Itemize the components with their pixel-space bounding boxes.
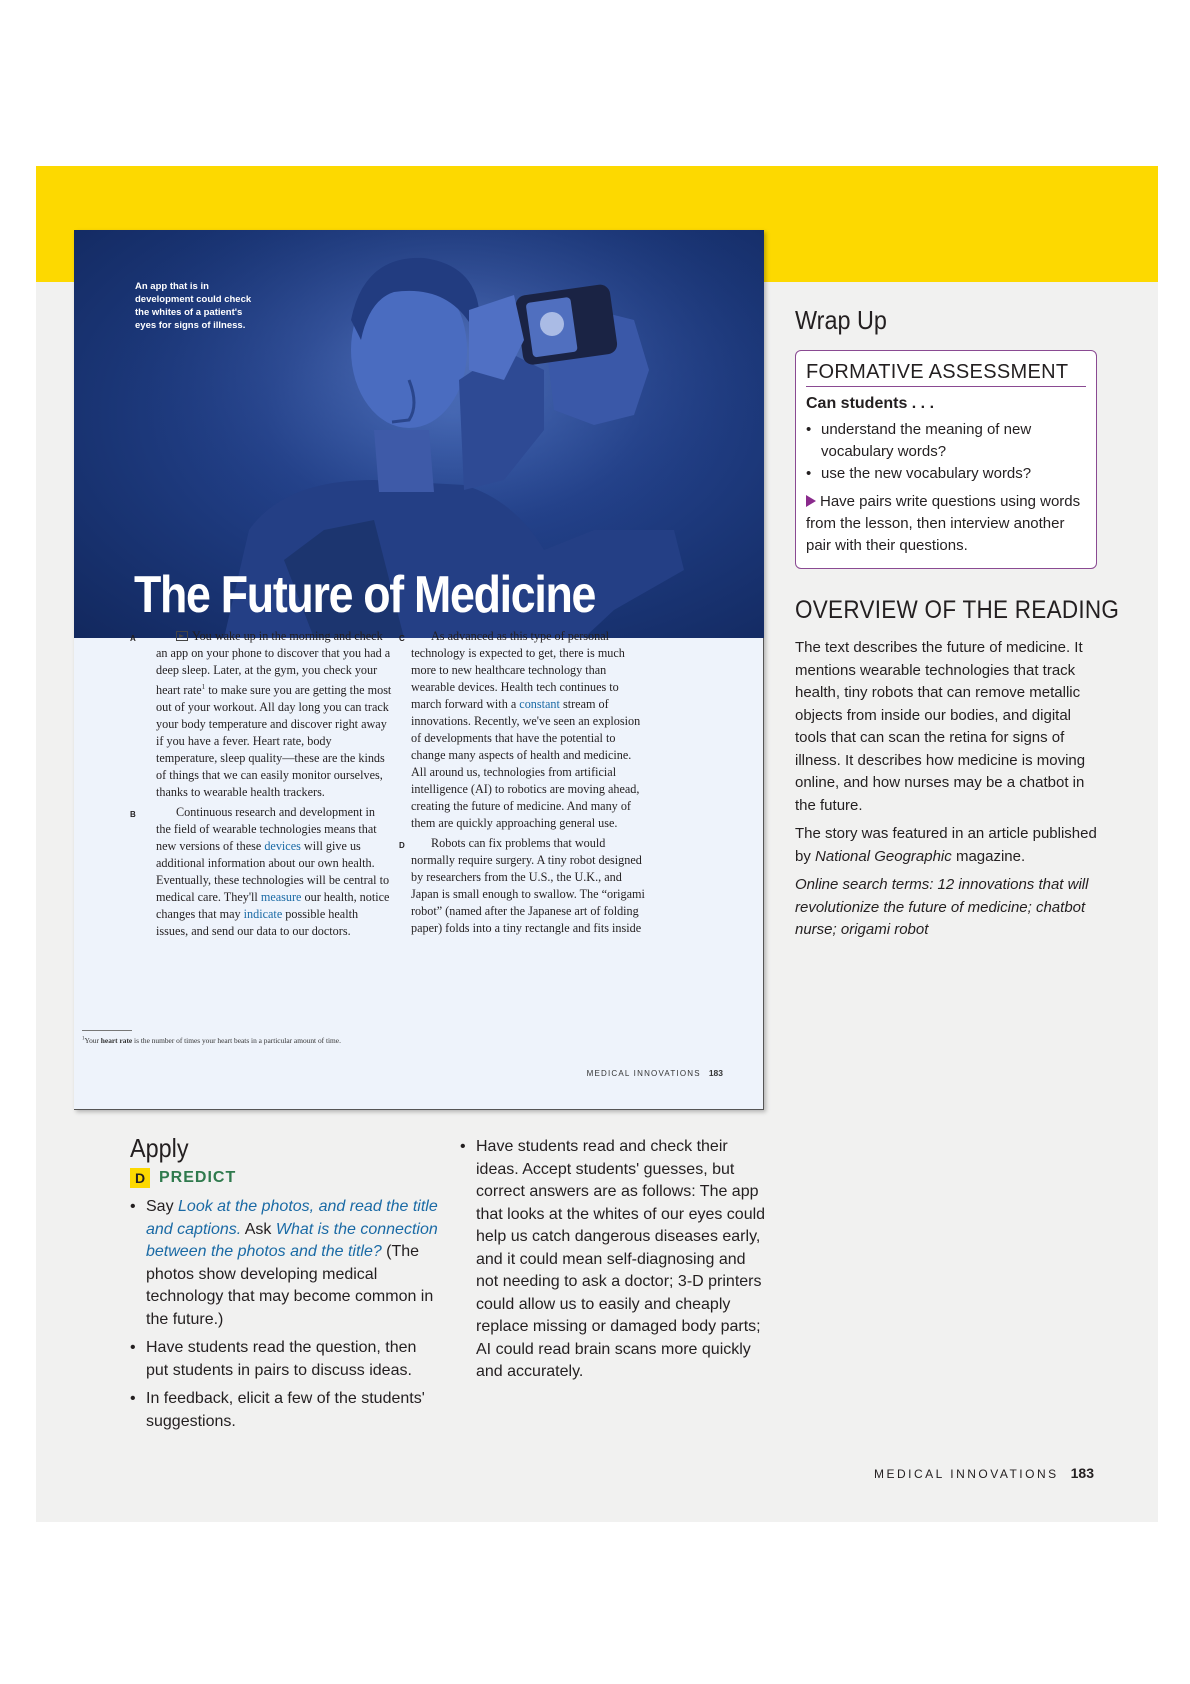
- paragraph-text: As advanced as this type of personal technology is expected to get, there is much more to new healthcare technology than wearable devices. Health tech continues to march forward with a: [411, 629, 625, 711]
- book-footer-label: MEDICAL INNOVATIONS: [586, 1069, 701, 1078]
- assessment-item: • use the new vocabulary words?: [806, 463, 1086, 485]
- book-page-footer: [587, 1068, 723, 1078]
- magazine-name: National Geographic: [815, 847, 952, 865]
- paragraph-letter: B: [130, 810, 136, 820]
- student-book-page: [74, 230, 764, 1110]
- footnote: [82, 1036, 341, 1045]
- assessment-list: [806, 419, 1086, 485]
- play-triangle-icon: [806, 495, 816, 507]
- paragraph-text: will give us additional information about our own health. Eventually, these technologies will be central to medical care. They'll: [156, 839, 390, 905]
- instruction-text: Say: [146, 1198, 179, 1215]
- paragraph-c: [399, 628, 647, 832]
- paragraph-text: stream of innovations. Recently, we've seen an explosion of developments that have the potential to change many aspects of health and medicine. All around us, technologies from artificial intelligence (AI) to robotics are moving ahead, creating the future of medicine. And many of them are quickly approaching general use.: [411, 697, 641, 830]
- paragraph-d: [399, 835, 647, 937]
- footnote-number: 1: [82, 1036, 85, 1042]
- teacher-script: What is the connection between the photos and the title?: [146, 1220, 438, 1260]
- reading-column-right: [399, 628, 647, 940]
- predict-heading: [130, 1168, 236, 1188]
- formative-assessment-box: [795, 350, 1097, 569]
- page-footer: [874, 1465, 1094, 1481]
- teacher-script: Look at the photos, and read the title and captions.: [146, 1198, 438, 1238]
- assessment-item: • understand the meaning of new vocabulary words?: [806, 419, 1086, 463]
- apply-list-right: [460, 1136, 770, 1390]
- reading-column-left: [130, 628, 392, 943]
- overview-heading: OVERVIEW OF THE READING: [795, 596, 1120, 624]
- paragraph-text: to make sure you are getting the most out of your workout. All day long you can track your body temperature and discover right away if you have a fever. Heart rate, body temperature, sleep quality—these are the kinds of things that we can easily monitor ourselves, thanks to wearable health trackers.: [156, 683, 392, 800]
- apply-item: • In feedback, elicit a few of the students' suggestions.: [130, 1388, 440, 1433]
- vocab-word: measure: [260, 890, 302, 905]
- paragraph-text: possible health issues, and send our data to our doctors.: [156, 907, 359, 939]
- reading-title: The Future of Medicine: [134, 566, 596, 624]
- page-number: 183: [1070, 1465, 1094, 1481]
- paragraph-letter: D: [399, 841, 405, 850]
- footnote-ref: 1: [201, 683, 206, 691]
- formative-assessment-heading: FORMATIVE ASSESSMENT: [806, 361, 1086, 387]
- paragraph-text: You wake up in the morning and check an app on your phone to discover that you had a deep sleep. Later, at the gym, you check your heart rate: [156, 629, 391, 698]
- opener-photo: [74, 230, 764, 638]
- footnote-term: heart rate: [100, 1036, 133, 1045]
- section-badge: D: [130, 1168, 150, 1188]
- apply-heading: Apply: [130, 1133, 189, 1163]
- footnote-rule: [82, 1030, 132, 1031]
- overview-source: [795, 823, 1100, 868]
- wrap-up-heading: Wrap Up: [795, 305, 887, 335]
- vocab-word: indicate: [243, 907, 283, 922]
- paragraph-a: [130, 628, 392, 801]
- paragraph-text: Robots can fix problems that would normally require surgery. A tiny robot designed by researchers from the U.S., the U.K., and Japan is small enough to swallow. The “origami robot” (named after the Japanese art of folding paper) folds into a tiny rectangle and fits inside: [411, 836, 645, 935]
- search-terms: Online search terms: 12 innovations that will revolutionize the future of medicine; chatbot nurse; origami robot: [795, 876, 1089, 938]
- photo-caption: An app that is in development could check the whites of a patient's eyes for signs of illness.: [135, 281, 252, 331]
- footer-label: MEDICAL INNOVATIONS: [874, 1467, 1059, 1481]
- overview-text: [795, 637, 1100, 948]
- apply-item: [130, 1196, 440, 1331]
- instruction-text: Ask: [241, 1220, 276, 1238]
- paragraph-letter: C: [399, 634, 405, 643]
- footnote-text: is the number of times your heart beats in a particular amount of time.: [132, 1036, 341, 1045]
- paragraph-text: our health, notice changes that may: [156, 890, 390, 922]
- vocab-word: devices: [264, 839, 301, 854]
- apply-item: • Have students read the question, then put students in pairs to discuss ideas.: [130, 1337, 440, 1382]
- footnote-text: Your: [84, 1036, 101, 1045]
- paragraph-letter: A: [130, 634, 136, 643]
- apply-list-left: [130, 1196, 440, 1439]
- predict-label: PREDICT: [159, 1169, 237, 1186]
- assessment-action: [806, 491, 1086, 557]
- paragraph-b: [130, 804, 392, 940]
- assessment-action-text: Have pairs write questions using words from the lesson, then interview another pair with their questions.: [806, 493, 1081, 554]
- overview-source-text: The story was featured in an article published by: [795, 825, 1097, 865]
- book-page-number: 183: [708, 1068, 723, 1078]
- instruction-text: (The photos show developing medical technology that may become common in the future.): [146, 1243, 434, 1328]
- audio-icon[interactable]: [176, 631, 188, 641]
- paragraph-text: Continuous research and development in the field of wearable technologies means that new versions of these: [156, 805, 377, 854]
- overview-paragraph: The text describes the future of medicine. It mentions wearable technologies that track health, tiny robots that can remove metallic objects from inside our bodies, and digital tools that can scan the retina for signs of illness. It describes how medicine is moving online, and how nurses may be a chatbot in the future.: [795, 639, 1086, 814]
- vocab-word: constant: [519, 697, 560, 711]
- assessment-subheading: Can students . . .: [806, 395, 935, 412]
- overview-source-text: magazine.: [951, 847, 1026, 865]
- apply-item: • Have students read and check their ideas. Accept students' guesses, but correct answers are as follows: The app that looks at the whites of our eyes could help us catch dangerous diseases early, and it could mean self-diagnosing and not needing to ask a doctor; 3-D printers could allow us to easily and cheaply replace missing or damaged body parts; AI could read brain scans more quickly and accurately.: [460, 1136, 770, 1384]
